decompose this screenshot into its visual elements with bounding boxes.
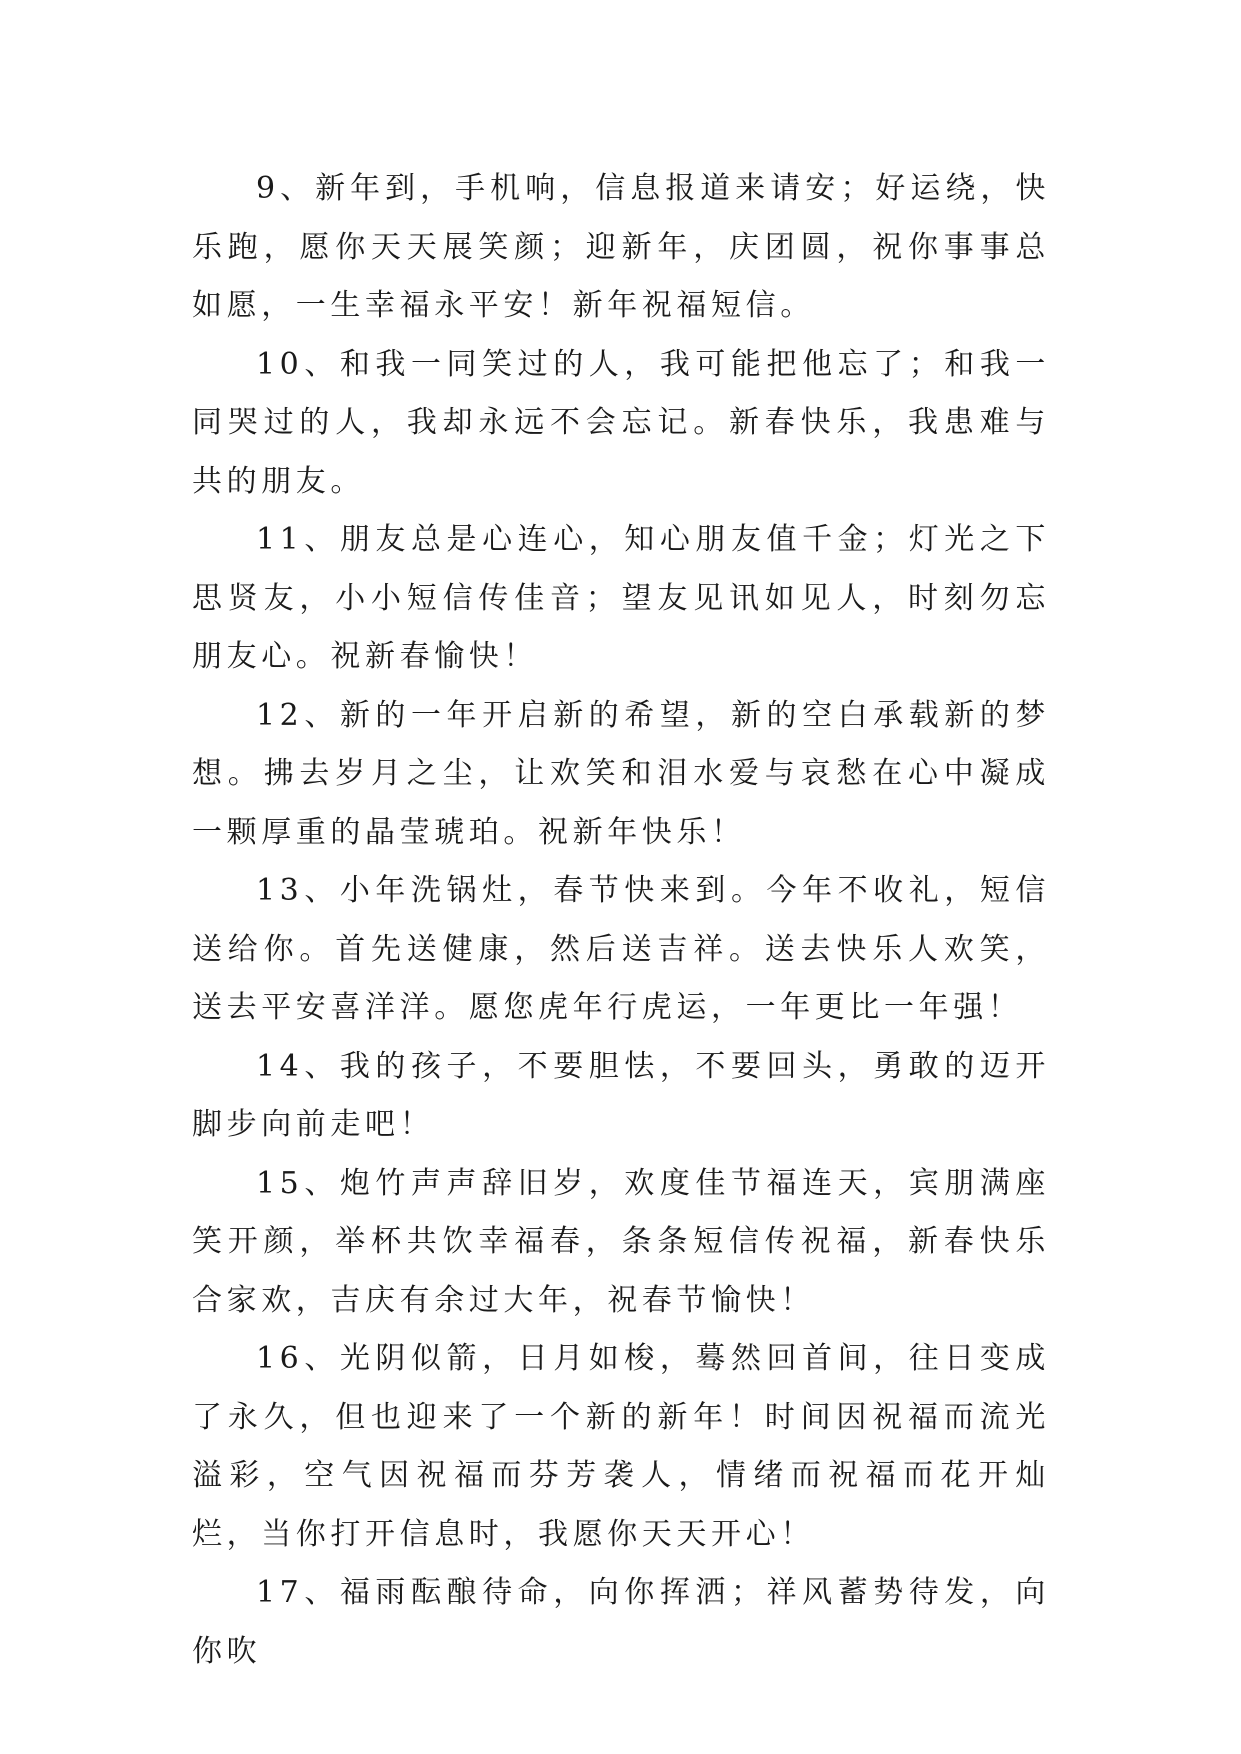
paragraph-10: 10、和我一同笑过的人，我可能把他忘了；和我一同哭过的人，我却永远不会忘记。新春快乐，我患难与共的朋友。 <box>192 346 1050 499</box>
paragraph-13: 13、小年洗锅灶，春节快来到。今年不收礼，短信送给你。首先送健康，然后送吉祥。送去快乐人欢笑，送去平安喜洋洋。愿您虎年行虎运，一年更比一年强！ <box>192 873 1050 1025</box>
paragraph-16: 16、光阴似箭，日月如梭，蓦然回首间，往日变成了永久，但也迎来了一个新的新年！时间因祝福而流光溢彩，空气因祝福而芬芳袭人，情绪而祝福而花开灿烂，当你打开信息时，我愿你天天开心！ <box>192 1341 1050 1552</box>
paragraph-12: 12、新的一年开启新的希望，新的空白承载新的梦想。拂去岁月之尘，让欢笑和泪水爱与哀愁在心中凝成一颗厚重的晶莹琥珀。祝新年快乐！ <box>192 697 1050 850</box>
paragraph-17: 17、福雨酝酿待命，向你挥洒；祥风蓄势待发，向你吹 <box>192 1575 1050 1669</box>
paragraph-14: 14、我的孩子，不要胆怯，不要回头，勇敢的迈开脚步向前走吧！ <box>192 1048 1050 1142</box>
paragraph-15: 15、炮竹声声辞旧岁，欢度佳节福连天，宾朋满座笑开颜，举杯共饮幸福春，条条短信传祝福，新春快乐合家欢，吉庆有余过大年，祝春节愉快！ <box>192 1165 1050 1318</box>
paragraph-11: 11、朋友总是心连心，知心朋友值千金；灯光之下思贤友，小小短信传佳音；望友见讯如见人，时刻勿忘朋友心。祝新春愉快！ <box>192 522 1050 674</box>
paragraph-9: 9、新年到，手机响，信息报道来请安；好运绕，快乐跑，愿你天天展笑颜；迎新年，庆团圆，祝你事事总如愿，一生幸福永平安！新年祝福短信。 <box>192 171 1050 323</box>
document-body <box>192 160 1050 1681</box>
